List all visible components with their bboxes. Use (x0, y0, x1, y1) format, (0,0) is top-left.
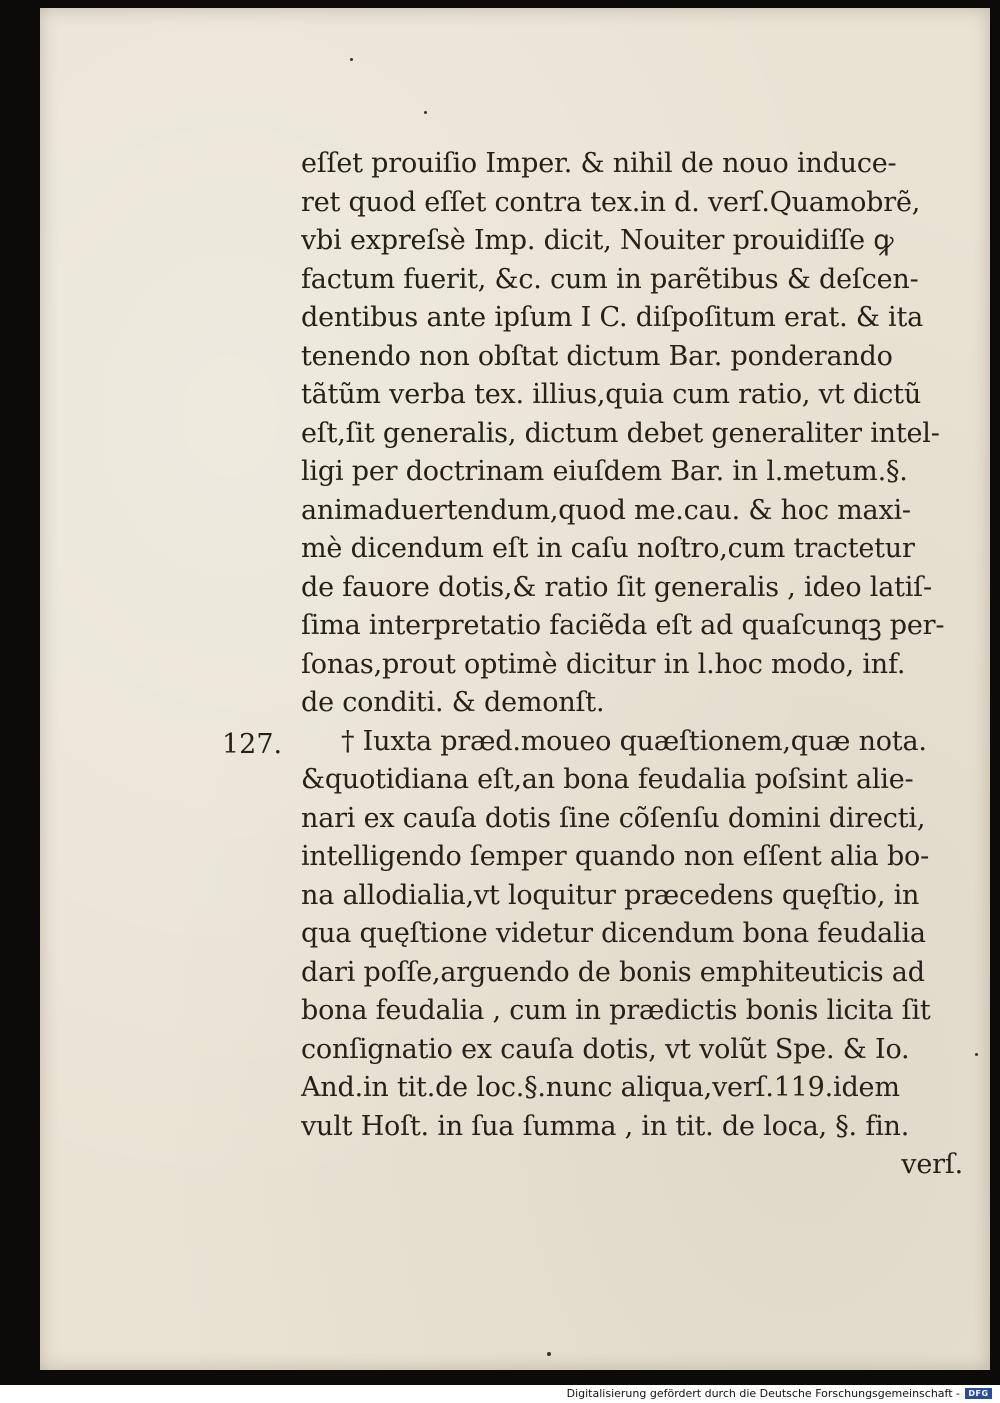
text-line: intelligendo ſemper quando non eſſent alia bo- (301, 841, 930, 872)
text-line: eſt,ſit generalis, dictum debet generaliter intel- (301, 417, 940, 449)
text-line: de fauore dotis,& ratio ſit generalis , ideo latiſ- (301, 571, 932, 603)
text-line: dentibus ante ipſum I C. diſpoſitum erat. & ita (301, 302, 924, 333)
ink-speck (350, 58, 353, 61)
text-line: tenendo non obſtat dictum Bar. ponderando (301, 340, 893, 372)
ink-speck (424, 111, 427, 114)
text-line: And.in tit.de loc.§.nunc aliqua,verſ.119.idem (301, 1072, 900, 1103)
text-line: eſſet prouiſio Imper. & nihil de nouo induce- (301, 148, 897, 179)
text-line: ſonas,prout optimè dicitur in l.hoc modo, inf. (301, 648, 906, 680)
text-line: qua quęſtione videtur dicendum bona feudalia (301, 918, 926, 949)
text-line: &quotidiana eſt,an bona feudalia poſsint alie- (301, 764, 914, 795)
text-line: ligi per doctrinam eiuſdem Bar. in l.metum.§. (301, 456, 908, 487)
ink-speck (547, 1352, 551, 1356)
text-line: vult Hoſt. in ſua ſumma , in tit. de loca, §. fin. (301, 1110, 910, 1142)
text-line: dari poſſe,arguendo de bonis emphiteuticis ad (301, 956, 925, 988)
text-line: animaduertendum,quod me.cau. & hoc maxi- (301, 494, 911, 526)
text-line: vbi expreſsè Imp. dicit, Nouiter prouidiſſe ꝙ (301, 225, 894, 256)
text-line: de conditi. & demonſt. (301, 687, 605, 718)
text-line: bona feudalia , cum in prædictis bonis licita ſit (301, 995, 931, 1026)
ink-speck (975, 1053, 978, 1056)
digitization-credit: Digitalisierung gefördert durch die Deutsche Forschungsgemeinschaft - (566, 1387, 960, 1400)
text-line: † Iuxta præd.moueo quæſtionem,quæ nota. (341, 725, 927, 757)
text-line: factum fuerit, &c. cum in parẽtibus & deſcen- (301, 263, 919, 295)
text-line: ret quod eſſet contra tex.in d. verſ.Quamobrẽ, (301, 186, 921, 218)
text-line: tãtũm verba tex. illius,quia cum ratio, vt dictũ (301, 379, 922, 410)
text-line: nari ex cauſa dotis ſine cõſenſu domini directi, (301, 802, 926, 834)
text-line: na allodialia,vt loquitur præcedens quęſtio, in (301, 879, 920, 911)
text-line: mè dicendum eſt in caſu noſtro,cum tractetur (301, 533, 915, 564)
text-line: conſignatio ex cauſa dotis, vt volũt Spe. & Io. (301, 1033, 910, 1065)
page-body-text (301, 145, 963, 1185)
margin-paragraph-number: 127. (222, 729, 283, 760)
dfg-logo-icon: DFG (965, 1388, 992, 1399)
catchword: verſ. (901, 1149, 963, 1180)
text-line: ſima interpretatio faciẽda eſt ad quaſcunqꝫ per- (301, 610, 945, 641)
